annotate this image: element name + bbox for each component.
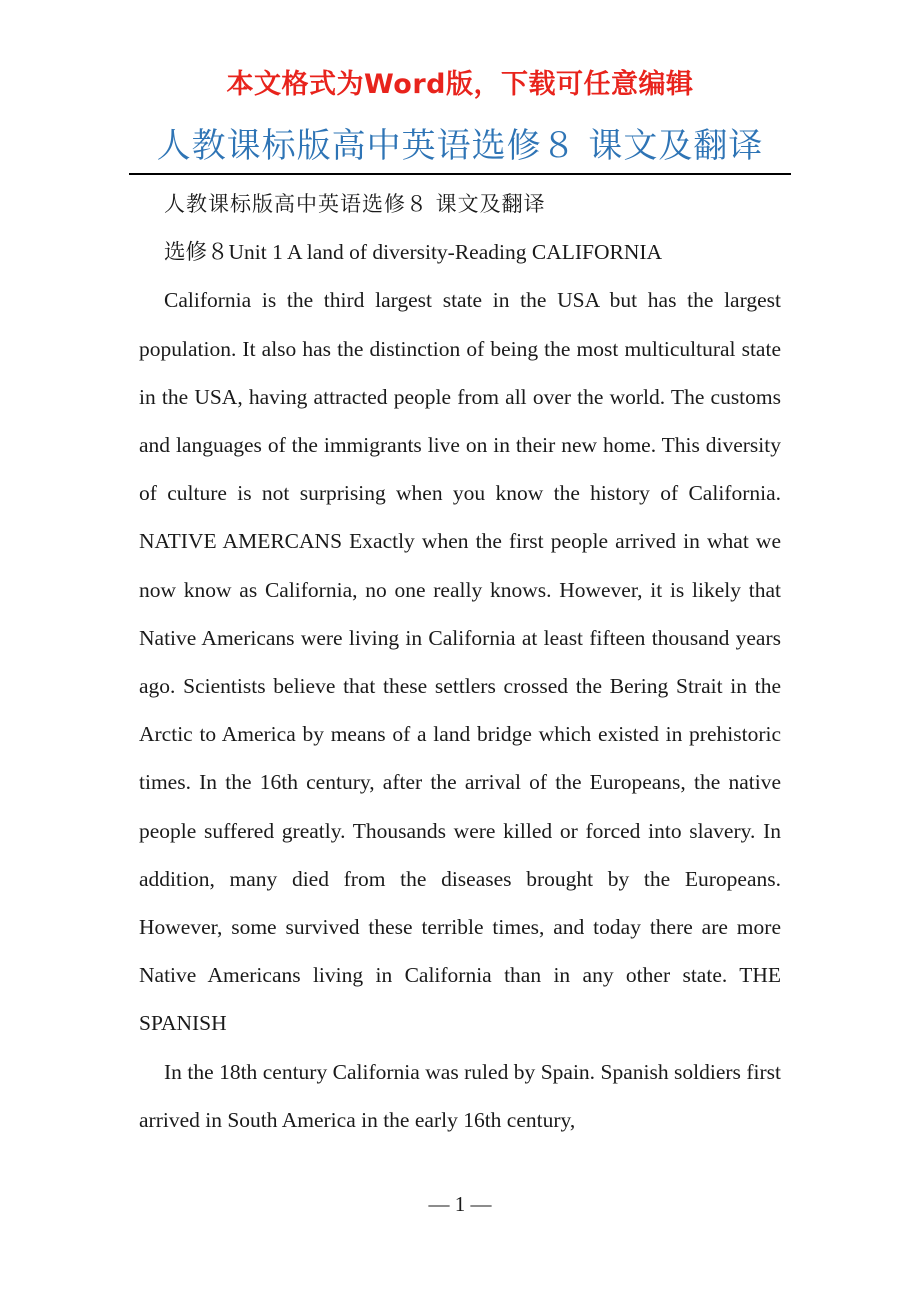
document-title: 人教课标版高中英语选修８ 课文及翻译	[156, 126, 764, 166]
paragraph: California is the third largest state in the USA but has the largest population. It also has the distinction of being the most multicultural state in the USA, having attracted people from all over the world. The customs and languages of the immigrants live on in their new home. This diversity of culture is not surprising when you know the history of California. NATIVE AMERCANS Exactly when the first people arrived in what we now know as California, no one really knows. However, it is likely that Native Americans were living in California at least fifteen thousand years ago. Scientists believe that these settlers crossed the Bering Strait in the Arctic to America by means of a land bridge which existed in prehistoric times. In the 16th century, after the arrival of the Europeans, the native people suffered greatly. Thousands were killed or forced into slavery. In addition, many died from the diseases brought by the Europeans. However, some survived these terrible times, and today there are more Native Americans living in California than in any other state. THE SPANISH	[139, 288, 781, 1036]
title-divider	[129, 173, 791, 175]
paragraph: In the 18th century California was ruled by Spain. Spanish soldiers first arrived in South America in the early 16th century,	[139, 1059, 781, 1132]
unit-heading: 选修８Unit 1 A land of diversity-Reading CALIFORNIA	[164, 240, 663, 265]
download-banner: 本文格式为Word版，下载可任意编辑	[226, 69, 694, 100]
document-body	[139, 180, 781, 1144]
subtitle: 人教课标版高中英语选修８ 课文及翻译	[164, 192, 546, 216]
page-number: — 1 —	[428, 1192, 492, 1216]
